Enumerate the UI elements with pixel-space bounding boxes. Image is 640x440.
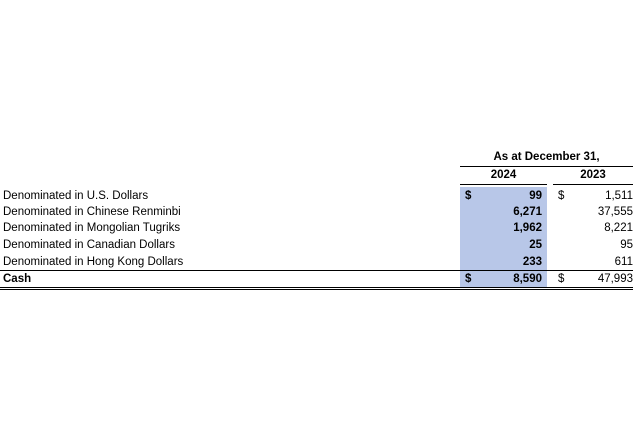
value-2023: 611 bbox=[614, 256, 633, 268]
value-2023: 95 bbox=[620, 239, 633, 251]
total-label: Cash bbox=[3, 273, 32, 285]
row-label: Denominated in Canadian Dollars bbox=[3, 239, 175, 251]
column-header-2023: 2023 bbox=[580, 169, 606, 181]
column-header-2024: 2024 bbox=[490, 169, 517, 181]
period-header: As at December 31, bbox=[493, 151, 600, 163]
row-label: Denominated in Chinese Renminbi bbox=[3, 206, 181, 218]
value-2023: 8,221 bbox=[604, 222, 633, 234]
total-currency-symbol-2024: $ bbox=[465, 273, 472, 285]
total-double-rule bbox=[0, 287, 633, 290]
value-2023: 1,511 bbox=[605, 190, 633, 202]
row-label: Denominated in Mongolian Tugriks bbox=[3, 222, 181, 234]
column-rule-2024 bbox=[460, 184, 547, 185]
currency-symbol-2024: $ bbox=[465, 190, 472, 202]
value-2024: 233 bbox=[522, 256, 542, 268]
value-2024: 6,271 bbox=[513, 206, 542, 218]
total-value-2024: 8,590 bbox=[513, 273, 542, 285]
row-label: Denominated in U.S. Dollars bbox=[3, 190, 149, 202]
column-rule-2023 bbox=[553, 184, 633, 185]
total-currency-symbol-2023: $ bbox=[558, 273, 565, 285]
value-2024: 25 bbox=[529, 239, 542, 251]
total-value-2023: 47,993 bbox=[597, 273, 633, 285]
currency-symbol-2023: $ bbox=[558, 190, 565, 202]
value-2024: 99 bbox=[529, 190, 542, 202]
value-2023: 37,555 bbox=[597, 206, 633, 218]
row-label: Denominated in Hong Kong Dollars bbox=[3, 256, 184, 268]
value-2024: 1,962 bbox=[513, 222, 542, 234]
